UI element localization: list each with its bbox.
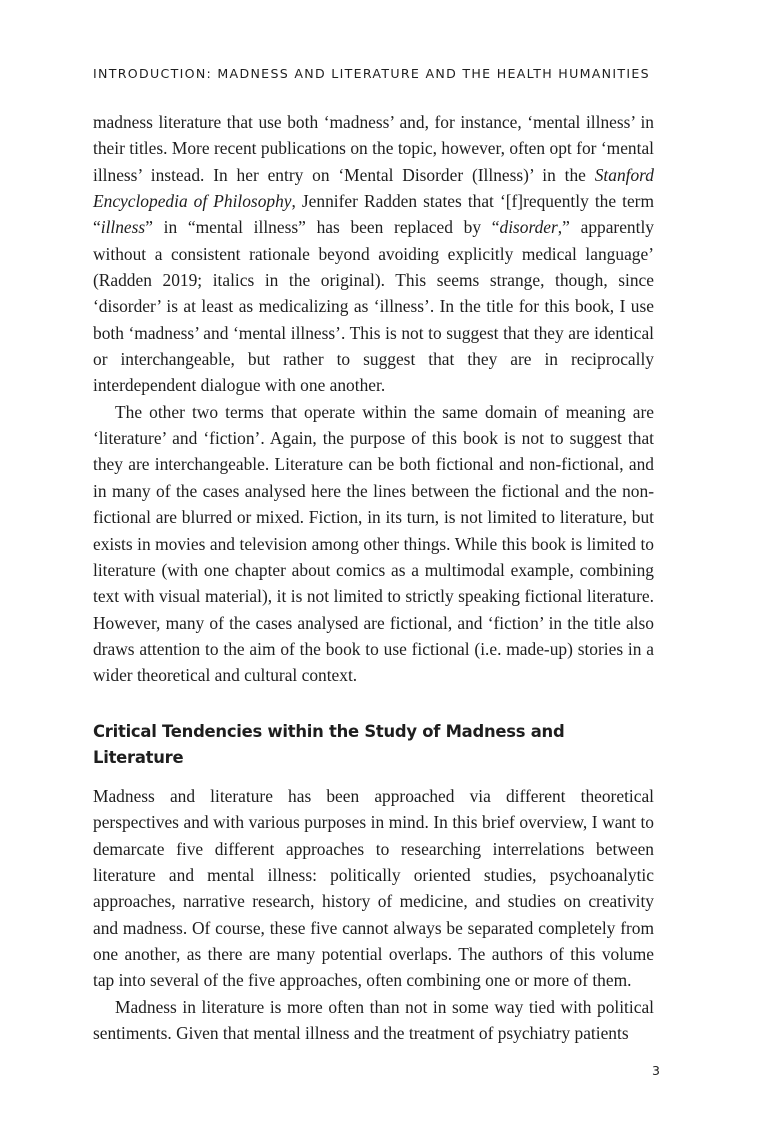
body-paragraph-1 [93,109,654,399]
section-heading: Critical Tendencies within the Study of Madness and Literature [93,722,565,767]
p1-text-c: , Jennifer Radden states that ‘[f]requently the term “ [93,191,654,238]
p1-text-g: ,” apparently without a consistent rationale beyond avoiding explicitly medical language’ (Radden 2019; italics in the original). This seems strange, though, since ‘disorder’ is at least as medicalizing as ‘illness’. In the title for this book, I use both ‘madness’ and ‘mental illness’. This is not to suggest that they are identical or interchangeable, but rather to suggest that they are in reciprocally interdependent dialogue with one another. [93,217,654,396]
section-paragraph-2: Madness in literature is more often than not in some way tied with political sentiments. Given that mental illness and the treatment of psychiatry patients [93,996,654,1044]
running-head: INTRODUCTION: MADNESS AND LITERATURE AND THE HEALTH HUMANITIES [93,66,650,81]
body-text-upper [93,109,654,689]
body-text-lower [93,783,654,1046]
section-paragraph-1: Madness and literature has been approached via different theoretical perspectives and with various purposes in mind. In this brief overview, I want to demarcate five different approaches to researching interrelations between literature and mental illness: politically oriented studies, psychoanalytic approaches, narrative research, history of medicine, and studies on creativity and madness. Of course, these five cannot always be separated completely from one another, as there are many potential overlaps. The authors of this volume tap into several of the five approaches, often combining one or more of them. [93,786,654,991]
page-number: 3 [652,1063,660,1078]
body-paragraph-2: The other two terms that operate within the same domain of meaning are ‘literature’ and ‘fiction’. Again, the purpose of this book is not to suggest that they are interchangeable. Literature can be both fictional and non-fictional, and in many of the cases analysed here the lines between the fictional and the non-fictional are blurred or mixed. Fiction, in its turn, is not limited to literature, but exists in movies and television among other things. While this book is limited to literature (with one chapter about comics as a multimodal example, combining text with visual material), it is not limited to strictly speaking fictional literature. However, many of the cases analysed are fictional, and ‘fiction’ in the title also draws attention to the aim of the book to use fictional (i.e. made-up) stories in a wider theoretical and cultural context. [93,401,654,686]
p1-text-a: madness literature that use both ‘madness’ and, for instance, ‘mental illness’ in their titles. More recent publications on the topic, however, often opt for ‘mental illness’ instead. In her entry on ‘Mental Disorder (Illness)’ in the [93,112,654,185]
p1-italic-illness: illness [100,217,146,238]
p1-italic-title: Stanford Encyclopedia of Philosophy [93,164,654,212]
p1-italic-disorder: disorder [499,217,558,238]
p1-text-e: ” in “mental illness” has been replaced by “ [145,217,500,238]
